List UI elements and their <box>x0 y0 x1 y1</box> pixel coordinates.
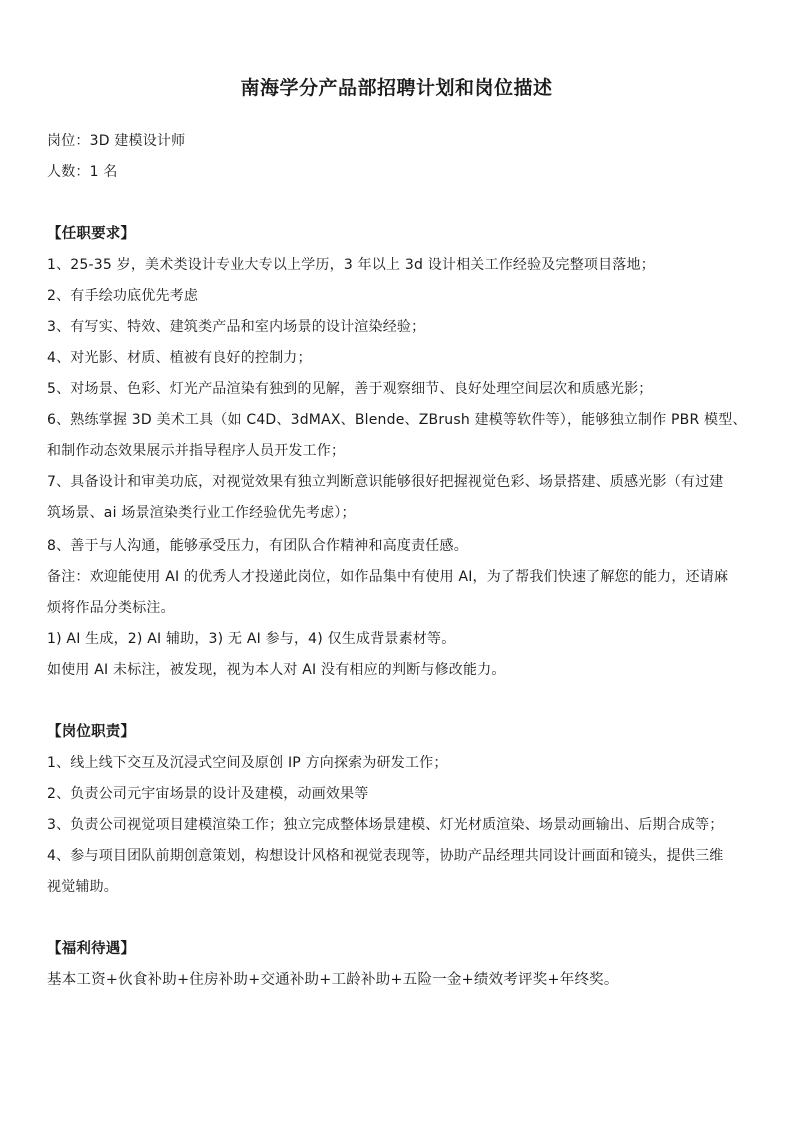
position-line: 岗位：3D 建模设计师 <box>47 133 186 149</box>
duties-heading: 【岗位职责】 <box>47 724 136 740</box>
duty-line: 1、线上线下交互及沉浸式空间及原创 IP 方向探索为研发工作； <box>47 755 448 771</box>
document-title: 南海学分产品部招聘计划和岗位描述 <box>240 77 553 99</box>
note-line: 备注：欢迎能使用 AI 的优秀人才投递此岗位，如作品集中有使用 AI，为了帮我们快速了解您的能力，还请麻 <box>47 569 729 585</box>
requirement-line: 2、有手绘功底优先考虑 <box>47 288 199 304</box>
requirement-line: 和制作动态效果展示并指导程序人员开发工作； <box>47 443 346 459</box>
requirement-line: 3、有写实、特效、建筑类产品和室内场景的设计渲染经验； <box>47 319 426 335</box>
requirement-line: 6、熟练掌握 3D 美术工具（如 C4D、3dMAX、Blende、ZBrush 建模等软件等），能够独立制作 PBR 模型、 <box>47 412 747 428</box>
benefits-text: 基本工资+伙食补助+住房补助+交通补助+工龄补助+五险一金+绩效考评奖+年终奖。 <box>47 972 619 988</box>
requirement-line: 5、对场景、色彩、灯光产品渲染有独到的见解，善于观察细节、良好处理空间层次和质感光影； <box>47 381 653 397</box>
duty-line: 3、负责公司视觉项目建模渲染工作；独立完成整体场景建模、灯光材质渲染、场景动画输出、后期合成等； <box>47 817 724 833</box>
requirement-line: 8、善于与人沟通，能够承受压力，有团队合作精神和高度责任感。 <box>47 538 468 554</box>
requirement-line: 4、对光影、材质、植被有良好的控制力； <box>47 350 312 366</box>
requirement-line: 7、具备设计和审美功底，对视觉效果有独立判断意识能够很好把握视觉色彩、场景搭建、质感光影（有过建 <box>47 474 724 490</box>
benefits-heading: 【福利待遇】 <box>47 941 136 957</box>
note-line: 烦将作品分类标注。 <box>47 600 175 616</box>
requirement-line: 筑场景、ai 场景渲染类行业工作经验优先考虑）； <box>47 505 356 521</box>
duty-line: 4、参与项目团队前期创意策划，构想设计风格和视觉表现等，协助产品经理共同设计画面和镜头，提供三维 <box>47 848 724 864</box>
headcount-line: 人数：1 名 <box>47 164 118 180</box>
note-line: 如使用 AI 未标注，被发现，视为本人对 AI 没有相应的判断与修改能力。 <box>47 662 506 678</box>
requirement-line: 1、25-35 岁，美术类设计专业大专以上学历，3 年以上 3d 设计相关工作经验及完整项目落地； <box>47 257 655 273</box>
duty-line: 2、负责公司元宇宙场景的设计及建模，动画效果等 <box>47 786 369 802</box>
requirements-heading: 【任职要求】 <box>47 226 136 242</box>
note-line: 1) AI 生成，2) AI 辅助，3) 无 AI 参与，4) 仅生成背景素材等。 <box>47 631 456 647</box>
duty-line: 视觉辅助。 <box>47 879 118 895</box>
